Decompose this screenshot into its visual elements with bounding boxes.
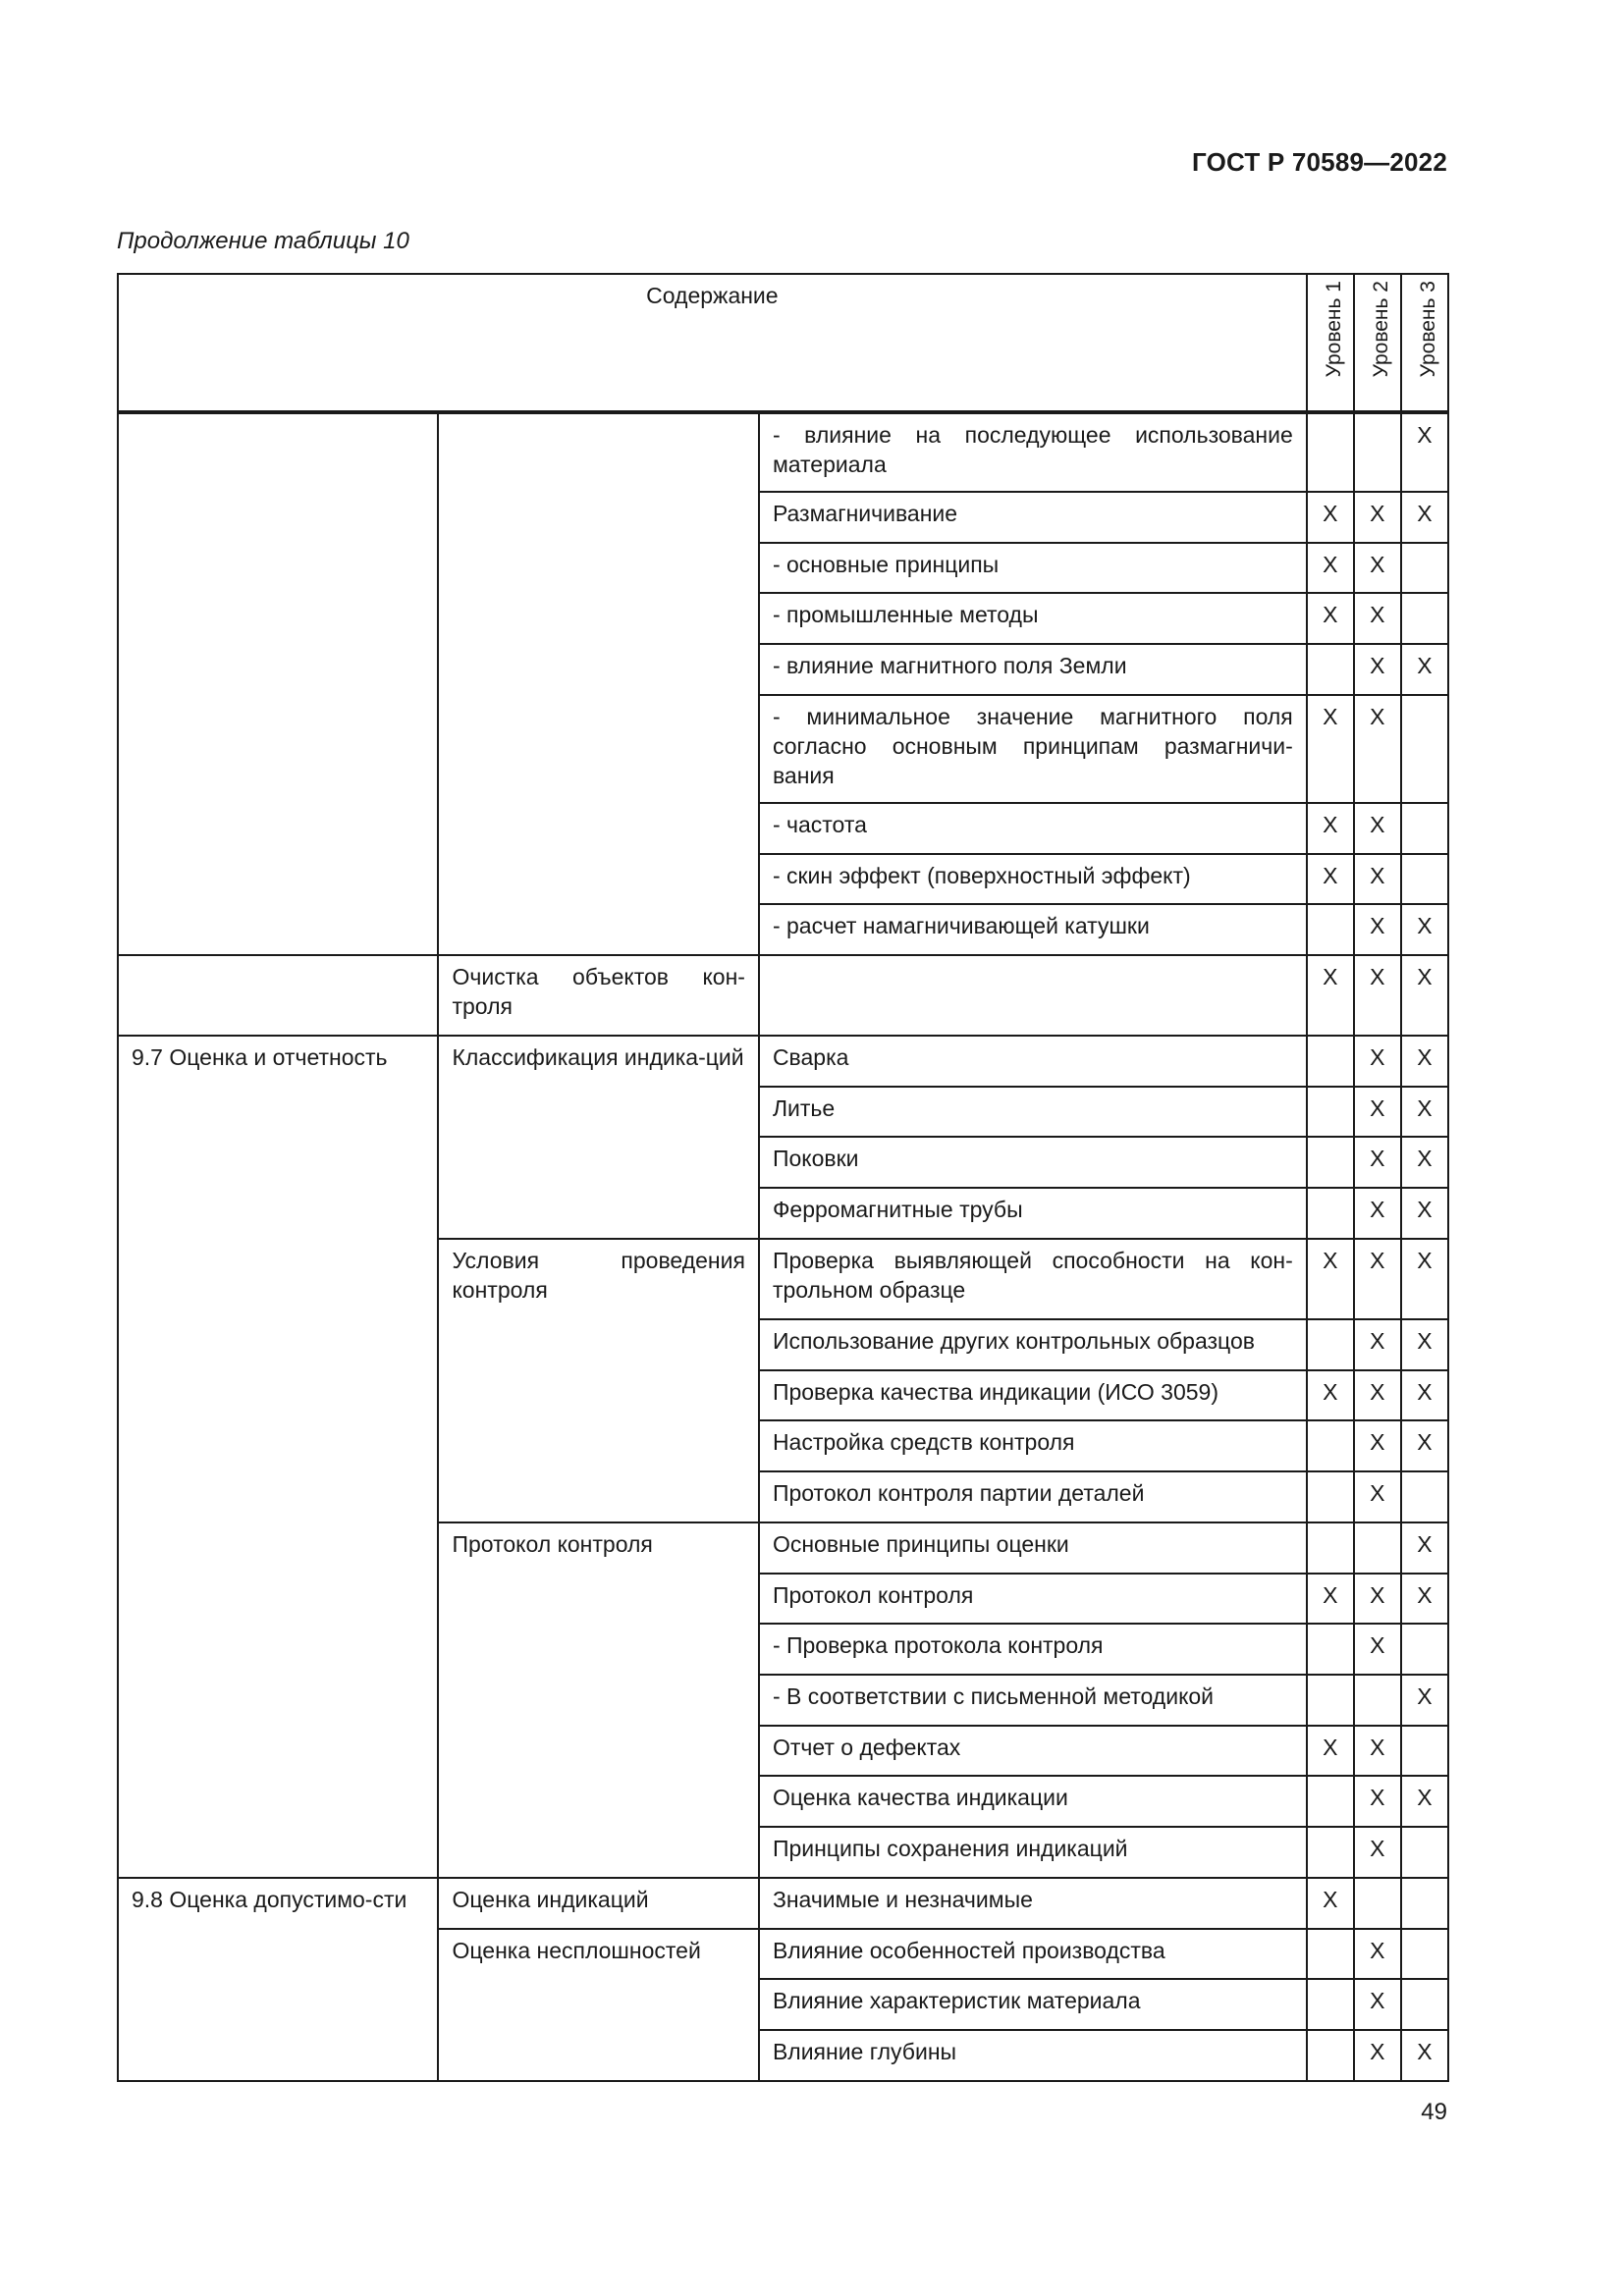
row-text: Ферромагнитные трубы (759, 1188, 1307, 1239)
level-3-mark: X (1401, 1420, 1448, 1471)
level-2-mark: X (1354, 1420, 1401, 1471)
level-2-mark: X (1354, 1239, 1401, 1319)
row-text: - расчет намагничивающей катушки (759, 904, 1307, 955)
requirements-table (117, 273, 1449, 2082)
level-1-mark (1307, 1979, 1354, 2030)
level-2-mark: X (1354, 1471, 1401, 1522)
level-1-mark (1307, 1624, 1354, 1675)
row-text: - промышленные методы (759, 593, 1307, 644)
level-3-mark: X (1401, 1522, 1448, 1574)
level-3-mark: X (1401, 1370, 1448, 1421)
level-1-mark (1307, 1827, 1354, 1878)
level-3-mark: X (1401, 1137, 1448, 1188)
section-9-8: 9.8 Оценка допустимо-сти (118, 1878, 438, 2081)
row-text: Поковки (759, 1137, 1307, 1188)
row-text: Значимые и незначимые (759, 1878, 1307, 1929)
level-1-mark (1307, 1137, 1354, 1188)
level-2-mark: X (1354, 955, 1401, 1036)
row-text: Отчет о дефектах (759, 1726, 1307, 1777)
header-content: Содержание (118, 274, 1307, 411)
level-1-mark: X (1307, 803, 1354, 854)
level-2-mark: X (1354, 1929, 1401, 1980)
level-1-mark: X (1307, 1239, 1354, 1319)
level-1-mark: X (1307, 593, 1354, 644)
level-3-mark: X (1401, 1574, 1448, 1625)
row-text: - минимальное значение магнитного поля согласно основным принципам размагничи-вания (759, 695, 1307, 803)
level-3-mark: X (1401, 955, 1448, 1036)
level-1-mark: X (1307, 543, 1354, 594)
row-text: Сварка (759, 1036, 1307, 1087)
table-header-row (118, 274, 1448, 411)
page-number: 49 (1421, 2099, 1447, 2125)
table-row (118, 413, 1448, 492)
row-text: Оценка качества индикации (759, 1776, 1307, 1827)
row-text (759, 955, 1307, 1036)
level-2-mark: X (1354, 904, 1401, 955)
level-3-mark (1401, 803, 1448, 854)
level-1-mark (1307, 1471, 1354, 1522)
level-1-mark: X (1307, 1574, 1354, 1625)
level-3-mark (1401, 1929, 1448, 1980)
level-2-mark: X (1354, 2030, 1401, 2081)
row-text: Использование других контрольных образцов (759, 1319, 1307, 1370)
header-level-2: Уровень 2 (1354, 274, 1401, 411)
row-text: Проверка качества индикации (ИСО 3059) (759, 1370, 1307, 1421)
table-caption: Продолжение таблицы 10 (117, 228, 409, 254)
level-1-mark (1307, 1319, 1354, 1370)
group-conditions: Условия проведения контроля (438, 1239, 758, 1522)
level-1-mark (1307, 1036, 1354, 1087)
level-2-mark: X (1354, 492, 1401, 543)
group-cleaning: Очистка объектов кон-троля (438, 955, 758, 1036)
level-2-mark: X (1354, 1827, 1401, 1878)
level-2-mark: X (1354, 1979, 1401, 2030)
level-3-mark: X (1401, 1776, 1448, 1827)
row-text: - скин эффект (поверхностный эффект) (759, 854, 1307, 905)
level-1-mark: X (1307, 854, 1354, 905)
level-1-mark (1307, 904, 1354, 955)
row-text: - влияние на последующее использование материала (759, 413, 1307, 492)
group-indication-eval: Оценка индикаций (438, 1878, 758, 1929)
level-1-mark: X (1307, 1726, 1354, 1777)
row-text: Проверка выявляющей способности на кон-трольном образце (759, 1239, 1307, 1319)
row-text: Принципы сохранения индикаций (759, 1827, 1307, 1878)
group-protocol: Протокол контроля (438, 1522, 758, 1878)
level-3-mark: X (1401, 1319, 1448, 1370)
level-3-mark (1401, 1878, 1448, 1929)
row-text: - основные принципы (759, 543, 1307, 594)
level-1-mark (1307, 1776, 1354, 1827)
level-3-mark: X (1401, 492, 1448, 543)
group-classification: Классификация индика-ций (438, 1036, 758, 1239)
level-3-mark (1401, 1979, 1448, 2030)
section-cell-empty (118, 955, 438, 1036)
level-3-mark: X (1401, 1036, 1448, 1087)
level-2-mark: X (1354, 1319, 1401, 1370)
row-text: Основные принципы оценки (759, 1522, 1307, 1574)
level-2-mark: X (1354, 543, 1401, 594)
level-3-mark (1401, 543, 1448, 594)
row-text: Влияние характеристик материала (759, 1979, 1307, 2030)
level-2-mark: X (1354, 1137, 1401, 1188)
level-3-mark (1401, 695, 1448, 803)
level-1-mark: X (1307, 695, 1354, 803)
level-1-mark (1307, 1087, 1354, 1138)
level-2-mark: X (1354, 1574, 1401, 1625)
group-discontinuity-eval: Оценка несплошностей (438, 1929, 758, 2081)
row-text: Размагничивание (759, 492, 1307, 543)
level-3-mark (1401, 593, 1448, 644)
header-level-3: Уровень 3 (1401, 274, 1448, 411)
header-level-1: Уровень 1 (1307, 274, 1354, 411)
level-3-mark (1401, 1624, 1448, 1675)
row-text: - В соответствии с письменной методикой (759, 1675, 1307, 1726)
level-3-mark: X (1401, 413, 1448, 492)
level-1-mark (1307, 413, 1354, 492)
level-2-mark (1354, 413, 1401, 492)
level-2-mark: X (1354, 1370, 1401, 1421)
document-code: ГОСТ Р 70589—2022 (1192, 147, 1447, 177)
section-cell-empty (118, 413, 438, 955)
level-1-mark: X (1307, 492, 1354, 543)
table-row (118, 1036, 1448, 1087)
level-3-mark (1401, 854, 1448, 905)
level-2-mark (1354, 1675, 1401, 1726)
level-2-mark: X (1354, 593, 1401, 644)
level-2-mark: X (1354, 854, 1401, 905)
row-text: Протокол контроля (759, 1574, 1307, 1625)
level-1-mark (1307, 1522, 1354, 1574)
row-text: Влияние особенностей производства (759, 1929, 1307, 1980)
level-1-mark (1307, 1929, 1354, 1980)
level-1-mark (1307, 1188, 1354, 1239)
row-text: Протокол контроля партии деталей (759, 1471, 1307, 1522)
level-3-mark (1401, 1471, 1448, 1522)
level-3-mark (1401, 1827, 1448, 1878)
level-1-mark (1307, 1420, 1354, 1471)
level-1-mark (1307, 2030, 1354, 2081)
level-3-mark: X (1401, 1087, 1448, 1138)
level-2-mark: X (1354, 1624, 1401, 1675)
level-2-mark: X (1354, 695, 1401, 803)
level-3-mark: X (1401, 904, 1448, 955)
level-3-mark: X (1401, 1239, 1448, 1319)
level-2-mark: X (1354, 644, 1401, 695)
level-3-mark: X (1401, 1675, 1448, 1726)
level-3-mark (1401, 1726, 1448, 1777)
level-1-mark: X (1307, 1370, 1354, 1421)
level-3-mark: X (1401, 644, 1448, 695)
row-text: - Проверка протокола контроля (759, 1624, 1307, 1675)
table-row (118, 1878, 1448, 1929)
row-text: - влияние магнитного поля Земли (759, 644, 1307, 695)
level-2-mark (1354, 1878, 1401, 1929)
level-1-mark (1307, 1675, 1354, 1726)
group-cell-empty (438, 413, 758, 955)
row-text: Влияние глубины (759, 2030, 1307, 2081)
table-row (118, 955, 1448, 1036)
section-9-7: 9.7 Оценка и отчетность (118, 1036, 438, 1878)
level-1-mark: X (1307, 1878, 1354, 1929)
level-2-mark: X (1354, 1036, 1401, 1087)
level-3-mark: X (1401, 2030, 1448, 2081)
level-2-mark: X (1354, 1726, 1401, 1777)
row-text: Настройка средств контроля (759, 1420, 1307, 1471)
row-text: - частота (759, 803, 1307, 854)
level-2-mark: X (1354, 1776, 1401, 1827)
level-2-mark (1354, 1522, 1401, 1574)
level-3-mark: X (1401, 1188, 1448, 1239)
level-1-mark (1307, 644, 1354, 695)
row-text: Литье (759, 1087, 1307, 1138)
level-1-mark: X (1307, 955, 1354, 1036)
level-2-mark: X (1354, 1188, 1401, 1239)
level-2-mark: X (1354, 803, 1401, 854)
level-2-mark: X (1354, 1087, 1401, 1138)
